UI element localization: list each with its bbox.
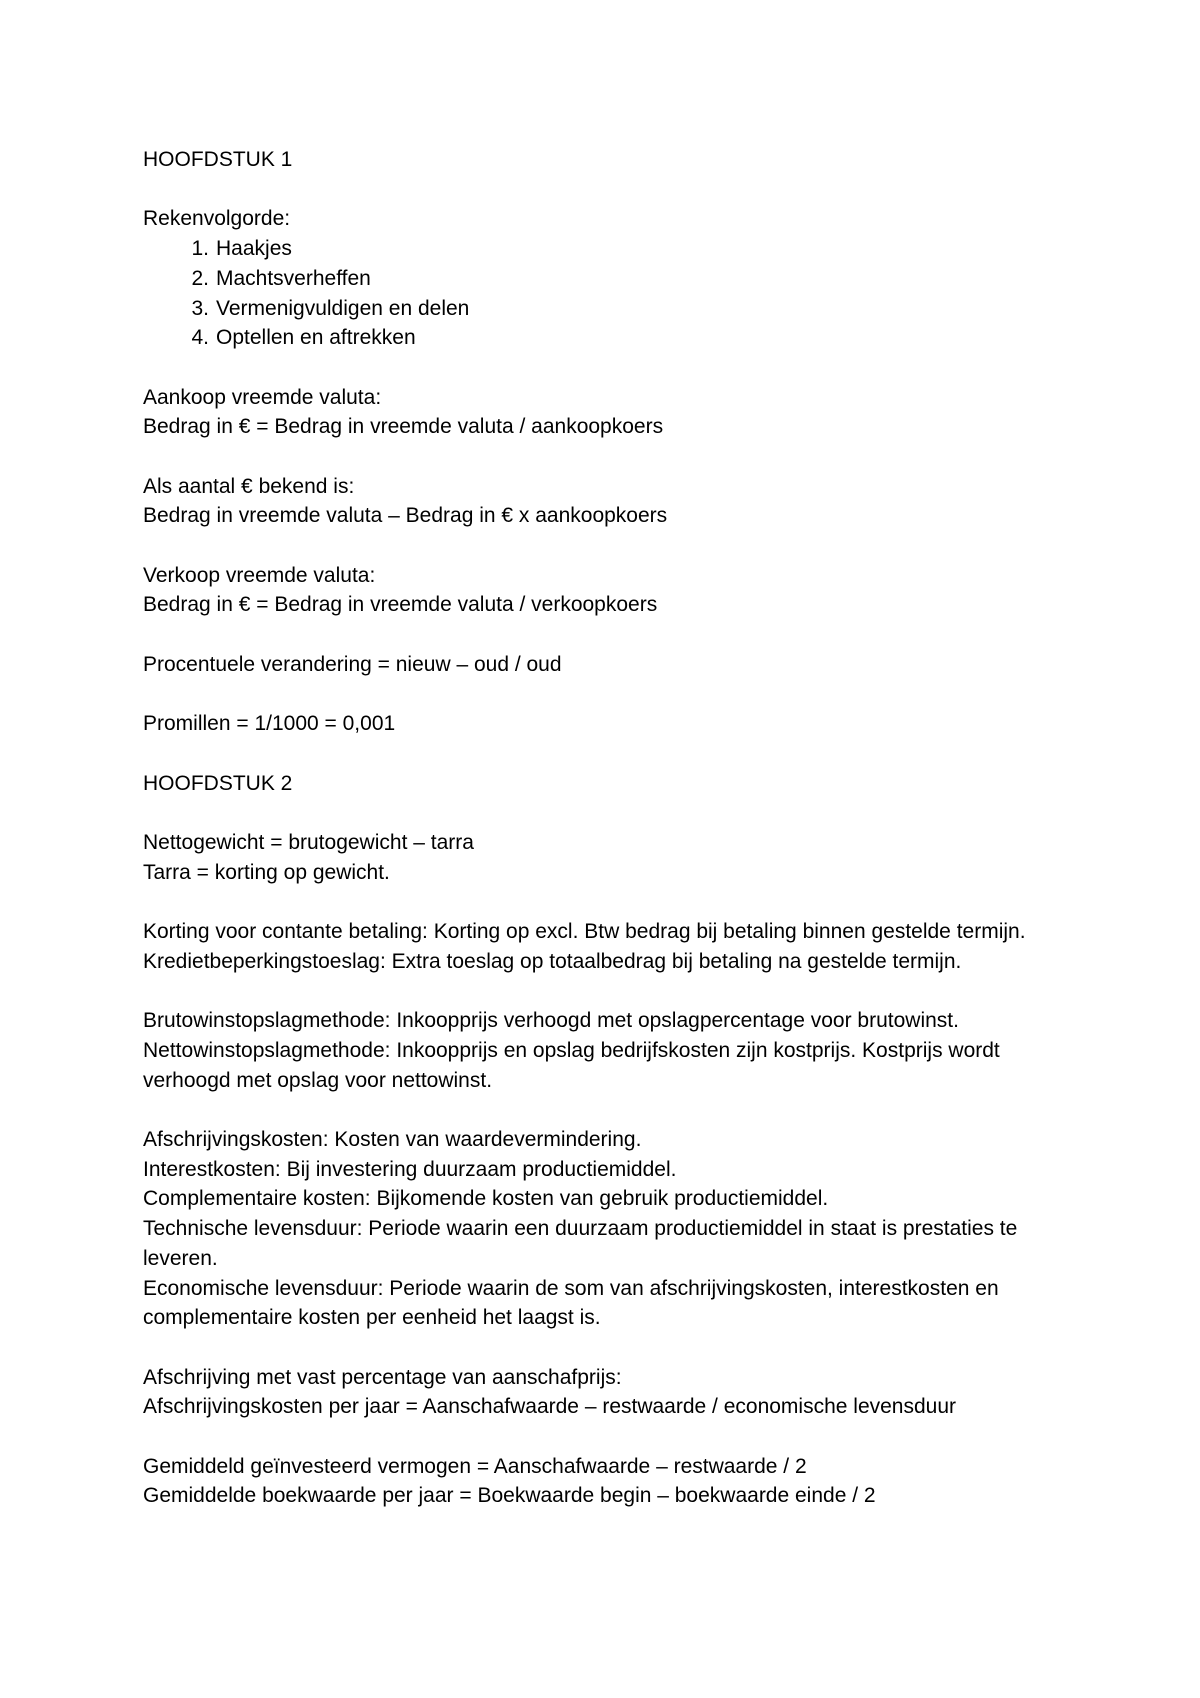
chapter-1-heading: HOOFDSTUK 1 bbox=[143, 148, 293, 171]
order-of-operations-list bbox=[143, 234, 1063, 353]
promille-formula: Promillen = 1/1000 = 0,001 bbox=[143, 712, 396, 736]
technical-lifespan-definition: Technische levensduur: Periode waarin een duurzaam productiemiddel in staat is prestaties te leveren. bbox=[143, 1217, 1018, 1270]
average-book-value-formula: Gemiddelde boekwaarde per jaar = Boekwaarde begin – boekwaarde einde / 2 bbox=[143, 1484, 876, 1508]
order-of-operations-heading: Rekenvolgorde: bbox=[143, 207, 291, 231]
list-item-text: Vermenigvuldigen en delen bbox=[216, 296, 470, 320]
cash-discount-definition: Korting voor contante betaling: Korting op excl. Btw bedrag bij betaling binnen gestelde termijn. bbox=[143, 920, 1026, 944]
sell-currency-formula: Bedrag in € = Bedrag in vreemde valuta / verkoopkoers bbox=[143, 593, 658, 617]
list-number: 1. bbox=[191, 237, 209, 261]
document-body bbox=[143, 145, 1063, 1511]
complementary-costs-definition: Complementaire kosten: Bijkomende kosten van gebruik productiemiddel. bbox=[143, 1187, 829, 1211]
known-euro-heading: Als aantal € bekend is: bbox=[143, 474, 355, 498]
gross-markup-method-definition: Brutowinstopslagmethode: Inkoopprijs verhoogd met opslagpercentage voor brutowinst. bbox=[143, 1009, 959, 1033]
sell-currency-heading: Verkoop vreemde valuta: bbox=[143, 563, 376, 587]
list-item-text: Haakjes bbox=[216, 237, 292, 261]
buy-currency-formula: Bedrag in € = Bedrag in vreemde valuta / aankoopkoers bbox=[143, 415, 664, 439]
list-number: 2. bbox=[191, 266, 209, 290]
list-item-text: Machtsverheffen bbox=[216, 266, 371, 290]
list-item bbox=[191, 234, 1063, 264]
average-invested-capital-formula: Gemiddeld geïnvesteerd vermogen = Aanschafwaarde – restwaarde / 2 bbox=[143, 1454, 807, 1478]
list-number: 4. bbox=[191, 326, 209, 350]
net-markup-method-definition: Nettowinstopslagmethode: Inkoopprijs en opslag bedrijfskosten zijn kostprijs. Kostprijs wordt verhoogd met opslag voor nettowinst. bbox=[143, 1038, 1000, 1092]
annual-depreciation-formula: Afschrijvingskosten per jaar = Aanschafwaarde – restwaarde / economische levensduur bbox=[143, 1395, 957, 1419]
list-item bbox=[191, 323, 1063, 353]
chapter-2-heading: HOOFDSTUK 2 bbox=[143, 771, 293, 795]
percent-change-formula: Procentuele verandering = nieuw – oud / oud bbox=[143, 652, 562, 676]
list-item bbox=[191, 294, 1063, 324]
list-number: 3. bbox=[191, 296, 209, 320]
buy-currency-heading: Aankoop vreemde valuta: bbox=[143, 385, 382, 409]
depreciation-costs-definition: Afschrijvingskosten: Kosten van waardevermindering. bbox=[143, 1128, 642, 1152]
tare-definition: Tarra = korting op gewicht. bbox=[143, 860, 390, 884]
net-weight-formula: Nettogewicht = brutogewicht – tarra bbox=[143, 831, 474, 855]
list-item bbox=[191, 264, 1063, 294]
fixed-percentage-depreciation-heading: Afschrijving met vast percentage van aanschafprijs: bbox=[143, 1365, 622, 1389]
list-item-text: Optellen en aftrekken bbox=[216, 326, 416, 350]
interest-costs-definition: Interestkosten: Bij investering duurzaam productiemiddel. bbox=[143, 1157, 677, 1181]
credit-surcharge-definition: Kredietbeperkingstoeslag: Extra toeslag op totaalbedrag bij betaling na gestelde termijn. bbox=[143, 949, 962, 973]
known-euro-formula: Bedrag in vreemde valuta – Bedrag in € x aankoopkoers bbox=[143, 504, 668, 528]
economic-lifespan-definition: Economische levensduur: Periode waarin de som van afschrijvingskosten, interestkosten en complementaire kosten per eenheid het laagst is. bbox=[143, 1276, 999, 1330]
